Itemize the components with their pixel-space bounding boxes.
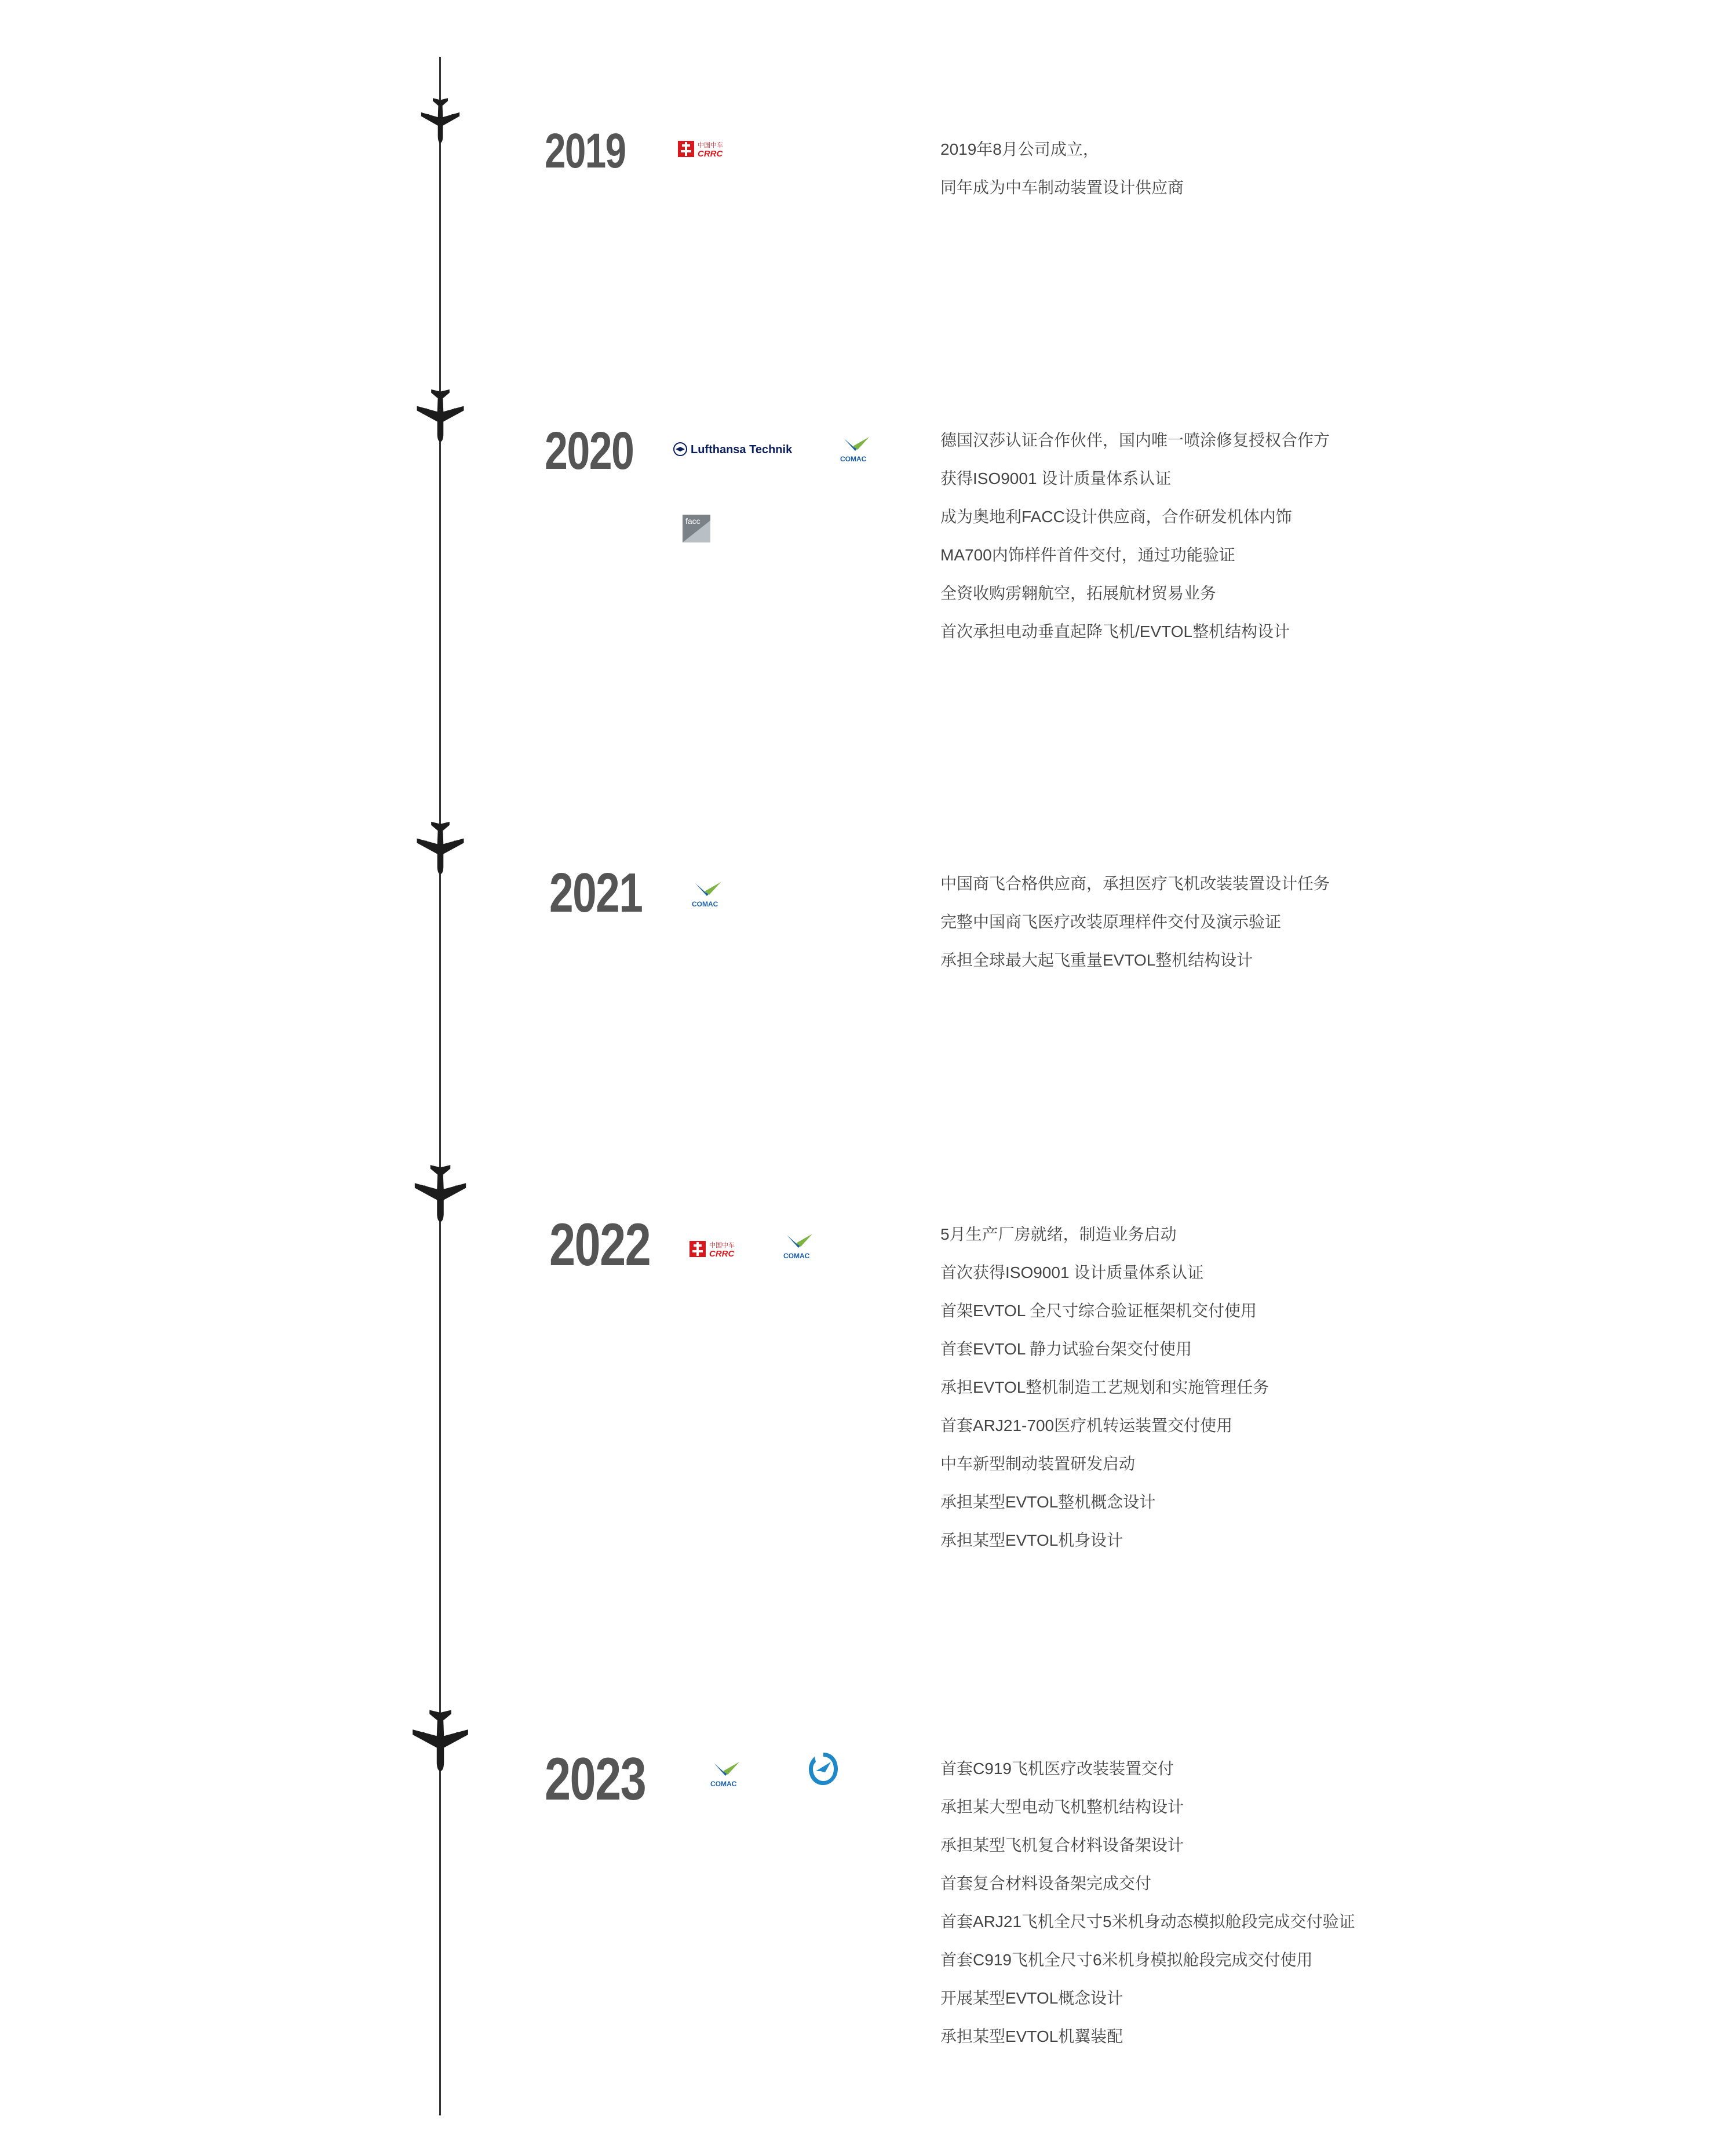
- comac-text: COMAC: [710, 1780, 737, 1788]
- airplane-icon: [413, 1163, 468, 1223]
- list-item: 同年成为中车制动装置设计供应商: [940, 179, 1184, 196]
- list-item: 首套ARJ21-700医疗机转运装置交付使用: [940, 1416, 1233, 1434]
- comac-text: COMAC: [840, 455, 867, 463]
- milestone-list: [940, 865, 1330, 979]
- milestone-list: [940, 1750, 1355, 2056]
- crrc-logo: [688, 1239, 744, 1259]
- list-item: 承担某型飞机复合材料设备架设计: [940, 1836, 1184, 1854]
- year-label: 2022: [549, 1211, 651, 1279]
- list-item: 成为奥地利FACC设计供应商，合作研发机体内饰: [940, 508, 1292, 526]
- airplane-icon: [415, 820, 466, 875]
- list-item: 首次获得ISO9001 设计质量体系认证: [940, 1263, 1204, 1281]
- list-item: 开展某型EVTOL概念设计: [940, 1989, 1123, 2007]
- list-item: 德国汉莎认证合作伙伴，国内唯一喷涂修复授权合作方: [940, 431, 1330, 449]
- milestone-list: [940, 130, 1184, 207]
- milestone-list: [940, 1215, 1269, 1560]
- year-label: 2023: [545, 1746, 646, 1813]
- crrc-cn-text: 中国中车: [698, 142, 723, 149]
- list-item: 承担某型EVTOL整机概念设计: [940, 1493, 1156, 1511]
- list-item: 2019年8月公司成立，: [940, 140, 1099, 158]
- list-item: 承担某型EVTOL机身设计: [940, 1531, 1123, 1549]
- facc-logo: [683, 515, 710, 542]
- list-item: 5月生产厂房就绪，制造业务启动: [940, 1225, 1177, 1243]
- list-item: 中国商飞合格供应商，承担医疗飞机改装装置设计任务: [940, 875, 1330, 893]
- list-item: 首套C919飞机医疗改装装置交付: [940, 1760, 1174, 1778]
- crrc-en-text: CRRC: [709, 1249, 735, 1259]
- comac-logo: [708, 1760, 746, 1789]
- list-item: 承担某型EVTOL机翼装配: [940, 2027, 1123, 2045]
- airplane-icon: [415, 387, 466, 443]
- list-item: 承担EVTOL整机制造工艺规划和实施管理任务: [940, 1378, 1269, 1396]
- year-label: 2020: [545, 421, 634, 480]
- list-item: 首套EVTOL 静力试验台架交付使用: [940, 1340, 1192, 1358]
- list-item: MA700内饰样件首件交付，通过功能验证: [940, 546, 1235, 564]
- comac-logo: [838, 435, 876, 464]
- crrc-cn-text: 中国中车: [709, 1242, 735, 1249]
- comac-logo: [689, 880, 728, 909]
- lufthansa-text: Lufthansa Technik: [691, 443, 793, 456]
- list-item: 承担全球最大起飞重量EVTOL整机结构设计: [940, 951, 1253, 969]
- list-item: 获得ISO9001 设计质量体系认证: [940, 469, 1172, 487]
- year-label: 2021: [549, 862, 643, 924]
- crrc-logo: [677, 139, 732, 159]
- list-item: 全资收购雳翱航空，拓展航材贸易业务: [940, 584, 1217, 602]
- list-item: 首套ARJ21飞机全尺寸5米机身动态模拟舱段完成交付验证: [940, 1913, 1355, 1931]
- timeline-axis: [439, 57, 441, 2115]
- lufthansa-technik-logo: [672, 440, 801, 458]
- year-label: 2019: [545, 123, 626, 178]
- list-item: 承担某大型电动飞机整机结构设计: [940, 1798, 1184, 1816]
- airplane-icon: [419, 96, 461, 144]
- list-item: 首架EVTOL 全尺寸综合验证框架机交付使用: [940, 1302, 1257, 1320]
- comac-text: COMAC: [783, 1252, 810, 1260]
- list-item: 完整中国商飞医疗改装原理样件交付及演示验证: [940, 913, 1282, 931]
- avic-logo: [808, 1751, 839, 1786]
- comac-text: COMAC: [692, 900, 718, 908]
- list-item: 首套复合材料设备架完成交付: [940, 1874, 1152, 1892]
- facc-text: facc: [685, 516, 701, 526]
- list-item: 首次承担电动垂直起降飞机/EVTOL整机结构设计: [940, 622, 1290, 640]
- milestone-list: [940, 421, 1330, 651]
- list-item: 首套C919飞机全尺寸6米机身模拟舱段完成交付使用: [940, 1951, 1313, 1969]
- airplane-icon: [410, 1707, 470, 1772]
- comac-logo: [781, 1232, 819, 1261]
- crrc-en-text: CRRC: [698, 149, 723, 159]
- list-item: 中车新型制动装置研发启动: [940, 1455, 1136, 1473]
